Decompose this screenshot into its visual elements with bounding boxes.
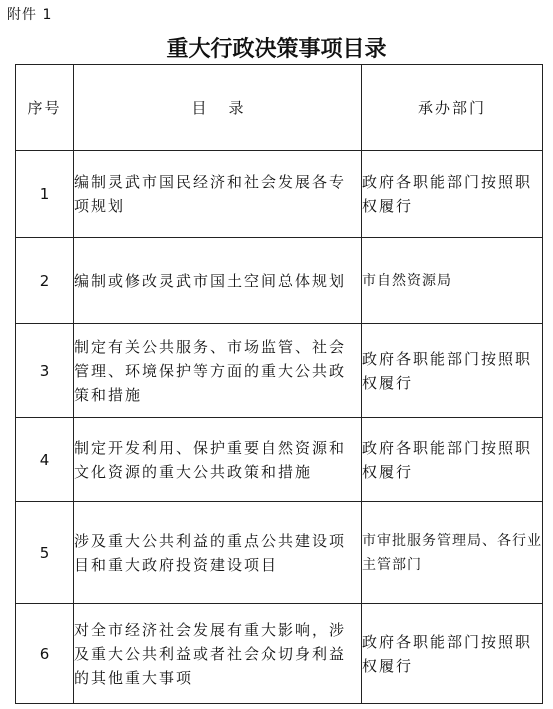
header-item-part2: 录 bbox=[228, 98, 244, 117]
row-dept: 市自然资源局 bbox=[362, 238, 543, 324]
row-item: 对全市经济社会发展有重大影响，涉及重大公共利益或者社会众切身利益的其他重大事项 bbox=[74, 604, 362, 704]
table-header-row bbox=[16, 65, 543, 151]
table-row bbox=[16, 324, 543, 418]
page-title: 重大行政决策事项目录 bbox=[166, 36, 387, 62]
row-dept: 市审批服务管理局、各行业主管部门 bbox=[362, 502, 543, 604]
row-seq: 1 bbox=[16, 151, 74, 238]
table-row bbox=[16, 604, 543, 704]
row-dept: 政府各职能部门按照职权履行 bbox=[362, 324, 543, 418]
decision-catalog-table bbox=[15, 64, 543, 704]
table-row bbox=[16, 151, 543, 238]
row-item: 编制或修改灵武市国土空间总体规划 bbox=[74, 238, 362, 324]
table-row bbox=[16, 418, 543, 502]
row-seq: 6 bbox=[16, 604, 74, 704]
header-seq: 序号 bbox=[16, 65, 74, 151]
attachment-label: 附件 1 bbox=[7, 7, 53, 23]
row-item: 编制灵武市国民经济和社会发展各专项规划 bbox=[74, 151, 362, 238]
row-item: 制定有关公共服务、市场监管、社会管理、环境保护等方面的重大公共政策和措施 bbox=[74, 324, 362, 418]
header-dept: 承办部门 bbox=[362, 65, 543, 151]
row-dept: 政府各职能部门按照职权履行 bbox=[362, 604, 543, 704]
row-seq: 2 bbox=[16, 238, 74, 324]
row-dept: 政府各职能部门按照职权履行 bbox=[362, 418, 543, 502]
header-item bbox=[74, 65, 362, 151]
table-row bbox=[16, 238, 543, 324]
header-item-part1: 目 bbox=[191, 98, 207, 117]
row-dept: 政府各职能部门按照职权履行 bbox=[362, 151, 543, 238]
row-item: 涉及重大公共利益的重点公共建设项目和重大政府投资建设项目 bbox=[74, 502, 362, 604]
row-seq: 4 bbox=[16, 418, 74, 502]
row-seq: 3 bbox=[16, 324, 74, 418]
row-item: 制定开发利用、保护重要自然资源和文化资源的重大公共政策和措施 bbox=[74, 418, 362, 502]
row-seq: 5 bbox=[16, 502, 74, 604]
table-row bbox=[16, 502, 543, 604]
